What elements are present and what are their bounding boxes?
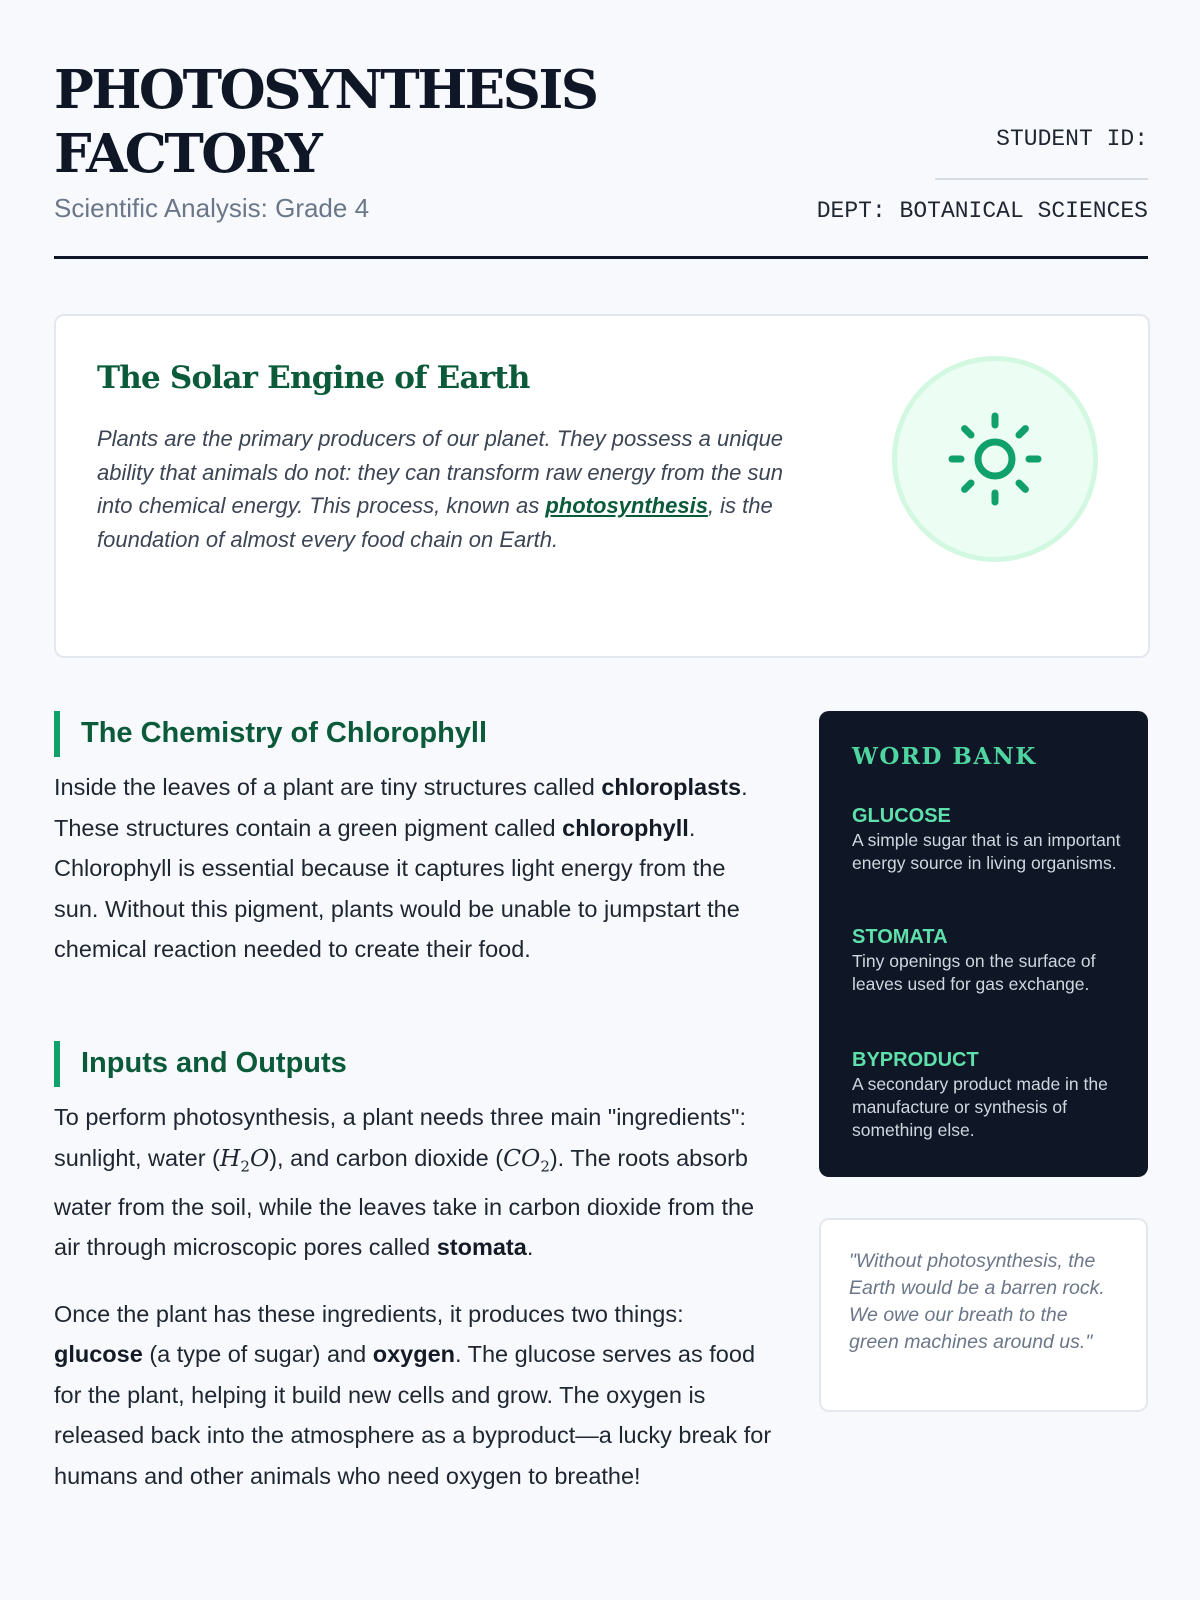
term-chloroplasts: chloroplasts <box>601 774 742 800</box>
text-run: (a type of sugar) and <box>142 1341 373 1368</box>
formula-part: H <box>219 1143 241 1172</box>
inputs-section <box>54 1041 774 1496</box>
title-line-1: PHOTOSYNTHESIS <box>54 59 597 121</box>
sun-icon <box>947 411 1043 507</box>
word-bank-entry <box>852 803 1122 875</box>
intro-text-start: Plants are the primary producers of our planet. They possess a unique ability that animals do not: they can transform raw energy from the sun into chemical energy. This process, known as <box>97 426 784 518</box>
word-bank-entry <box>852 924 1122 996</box>
word-bank-definition: A simple sugar that is an important energy source in living organisms. <box>852 830 1121 873</box>
formula-subscript: 2 <box>240 1157 250 1176</box>
inputs-paragraph <box>54 1097 774 1268</box>
quote-text: "Without photosynthesis, the Earth would be a barren rock. We owe our breath to the green machines around us." <box>849 1250 1105 1353</box>
sun-badge <box>892 356 1098 562</box>
co2-formula <box>503 1143 550 1176</box>
text-run: ). The roots absorb water from the soil, while the leaves take in carbon dioxide from the air through microscopic pores called <box>54 1144 755 1261</box>
text-run: . These structures contain a green pigment called <box>54 774 748 841</box>
word-bank-entry <box>852 1047 1122 1142</box>
term-oxygen: oxygen <box>372 1341 455 1368</box>
text-run: Inside the leaves of a plant are tiny structures called <box>54 774 602 800</box>
text-run: . <box>526 1234 534 1261</box>
page-subtitle: Scientific Analysis: Grade 4 <box>54 193 370 223</box>
intro-text <box>97 422 822 556</box>
text-run: . The glucose serves as food for the plant, helping it build new cells and grow. The oxygen is released back into the atmosphere as a byproduct—a lucky break for humans and other animals who need oxygen to breathe! <box>54 1341 772 1489</box>
header-divider <box>54 256 1148 259</box>
formula-part: O <box>249 1143 270 1172</box>
word-bank <box>819 711 1148 1177</box>
term-chlorophyll: chlorophyll <box>562 814 689 841</box>
student-id-label: STUDENT ID: <box>996 126 1148 152</box>
water-formula <box>219 1143 270 1176</box>
page-title <box>54 58 694 186</box>
word-bank-definition: Tiny openings on the surface of leaves used for gas exchange. <box>852 951 1096 994</box>
chlorophyll-heading: The Chemistry of Chlorophyll <box>54 711 774 755</box>
term-stomata: stomata <box>436 1234 527 1261</box>
text-run: To perform photosynthesis, a plant needs three main "ingredients": sunlight, water ( <box>54 1104 747 1171</box>
chlorophyll-section <box>54 711 774 970</box>
formula-subscript: 2 <box>540 1157 550 1176</box>
text-run: . Chlorophyll is essential because it captures light energy from the sun. Without this pigment, plants would be unable to jumpstart the chemical reaction needed to create their food. <box>54 814 740 962</box>
word-bank-term: STOMATA <box>852 926 948 948</box>
quote-card <box>819 1218 1148 1412</box>
intro-text-end: , is the foundation of almost every food chain on Earth. <box>97 493 773 552</box>
intro-keyword: photosynthesis <box>545 493 708 518</box>
word-bank-definition: A secondary product made in the manufacture or synthesis of something else. <box>852 1074 1108 1140</box>
department-label: DEPT: BOTANICAL SCIENCES <box>816 198 1148 224</box>
word-bank-title: WORD BANK <box>852 743 1037 770</box>
outputs-paragraph <box>54 1294 774 1497</box>
formula-part: CO <box>503 1143 541 1172</box>
intro-heading: The Solar Engine of Earth <box>97 360 530 396</box>
worksheet-header <box>54 58 1148 258</box>
inputs-heading: Inputs and Outputs <box>54 1041 774 1085</box>
intro-card <box>54 314 1150 658</box>
worksheet-page <box>54 0 1148 1600</box>
student-id-line <box>935 178 1148 180</box>
word-bank-term: GLUCOSE <box>852 805 951 827</box>
text-run: ), and carbon dioxide ( <box>269 1144 504 1171</box>
chlorophyll-paragraph <box>54 767 774 970</box>
title-line-2: FACTORY <box>54 123 321 185</box>
term-glucose: glucose <box>54 1341 143 1368</box>
text-run: Once the plant has these ingredients, it produces two things: <box>54 1300 684 1327</box>
word-bank-term: BYPRODUCT <box>852 1049 979 1071</box>
